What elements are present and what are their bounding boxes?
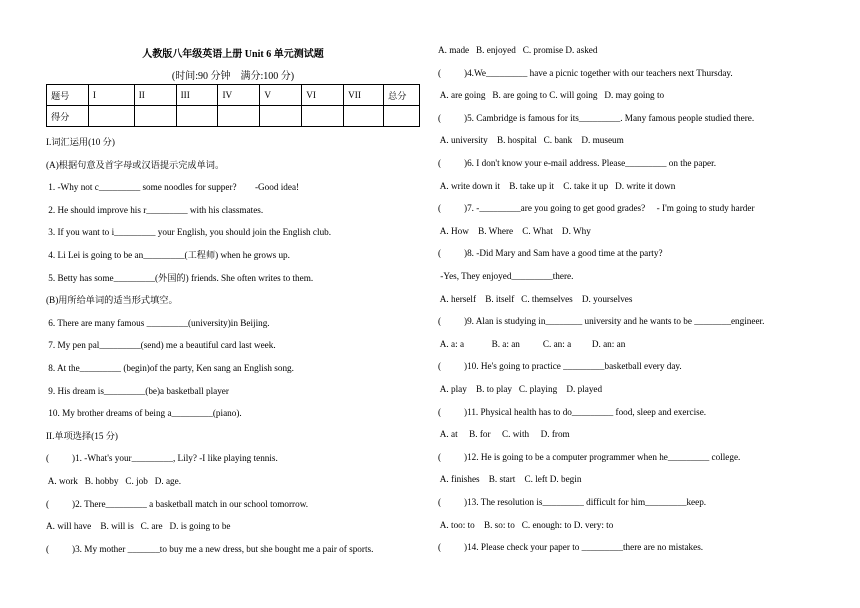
score-table-header-cell: III <box>176 85 218 106</box>
question-line: A. a: a B. a: an C. an: a D. an: an <box>438 338 626 349</box>
question-line: -Yes, They enjoyed_________there. <box>438 271 574 281</box>
score-cell[interactable] <box>88 106 134 127</box>
question-line: ( )5. Cambridge is famous for its_________. Many famous people studied there. <box>438 112 755 123</box>
score-table-header-cell: V <box>260 85 302 106</box>
score-table-header-cell: VI <box>302 85 344 106</box>
question-line: 5. Betty has some_________(外国的) friends. She often writes to them. <box>46 272 314 283</box>
question-line: 10. My brother dreams of being a_________(piano). <box>46 408 242 419</box>
question-line: ( )10. He's going to practice _________basketball every day. <box>438 361 682 372</box>
score-table-row-label: 得分 <box>47 106 89 127</box>
question-line: 8. At the_________ (begin)of the party, Ken sang an English song. <box>46 363 294 373</box>
question-line: A. How B. Where C. What D. Why <box>438 225 591 236</box>
question-line: 4. Li Lei is going to be an_________(工程师) when he grows up. <box>46 250 290 260</box>
question-line: (A)根据句意及首字母或汉语提示完成单词。 <box>46 159 225 170</box>
question-line: A. at B. for C. with D. from <box>438 429 570 440</box>
question-line: ( )6. I don't know your e-mail address. Please_________ on the paper. <box>438 158 716 168</box>
question-line: 3. If you want to i_________ your English, you should join the English club. <box>46 227 332 238</box>
question-line: A. write down it B. take up it C. take it up D. write it down <box>438 180 676 191</box>
question-line: 2. He should improve his r_________ with his classmates. <box>46 204 264 215</box>
score-table-score-row <box>47 106 420 127</box>
question-line: I.词汇运用(10 分) <box>46 137 115 147</box>
score-cell[interactable] <box>260 106 302 127</box>
question-line: (B)用所给单词的适当形式填空。 <box>46 295 178 306</box>
question-line: ( )12. He is going to be a computer programmer when he_________ college. <box>438 451 741 462</box>
question-line: 7. My pen pal_________(send) me a beautiful card last week. <box>46 340 276 351</box>
question-line: A. herself B. itself C. themselves D. yourselves <box>438 293 633 304</box>
score-table-header-cell: II <box>134 85 176 106</box>
score-table-header-cell: VII <box>344 85 384 106</box>
question-line: A. are going B. are going to C. will going D. may going to <box>438 90 665 101</box>
question-line: ( )13. The resolution is_________ difficult for him_________keep. <box>438 497 707 507</box>
question-line: ( )14. Please check your paper to _________there are no mistakes. <box>438 542 704 553</box>
question-line: A. university B. hospital C. bank D. museum <box>438 135 624 146</box>
question-line: ( )8. -Did Mary and Sam have a good time at the party? <box>438 248 663 259</box>
question-line: 6. There are many famous _________(university)in Beijing. <box>46 317 270 328</box>
score-table-header-cell: IV <box>218 85 260 106</box>
question-line: II.单项选择(15 分) <box>46 430 118 441</box>
question-line: ( )11. Physical health has to do_________ food, sleep and exercise. <box>438 406 707 417</box>
question-line: ( )4.We_________ have a picnic together with our teachers next Thursday. <box>438 67 733 78</box>
score-table-header-cell: 题号 <box>47 85 89 106</box>
score-table-header-cell: 总分 <box>384 85 420 106</box>
score-table <box>46 84 420 127</box>
question-line: A. will have B. will is C. are D. is going to be <box>46 521 231 532</box>
score-cell[interactable] <box>218 106 260 127</box>
question-line: ( )3. My mother _______to buy me a new dress, but she bought me a pair of sports. <box>46 543 374 554</box>
score-cell[interactable] <box>384 106 420 127</box>
question-line: A. play B. to play C. playing D. played <box>438 384 603 394</box>
question-line: 1. -Why not c_________ some noodles for supper? -Good idea! <box>46 182 300 193</box>
question-line: A. made B. enjoyed C. promise D. asked <box>438 45 598 55</box>
score-cell[interactable] <box>302 106 344 127</box>
page-title: 人教版八年级英语上册 Unit 6 单元测试题 <box>142 49 324 60</box>
score-cell[interactable] <box>344 106 384 127</box>
score-table-header-cell: I <box>88 85 134 106</box>
question-line: ( )1. -What's your_________, Lily? -I like playing tennis. <box>46 453 278 464</box>
question-line: A. too: to B. so: to C. enough: to D. very: to <box>438 519 614 530</box>
question-line: A. finishes B. start C. left D. begin <box>438 474 582 485</box>
question-line: ( )9. Alan is studying in________ university and he wants to be ________engineer. <box>438 316 765 327</box>
question-line: 9. His dream is_________(be)a basketball player <box>46 385 229 396</box>
score-cell[interactable] <box>134 106 176 127</box>
score-cell[interactable] <box>176 106 218 127</box>
score-table-header-row <box>47 85 420 106</box>
page-subtitle: (时间:90 分钟 满分:100 分) <box>171 71 295 82</box>
question-line: ( )2. There_________ a basketball match in our school tomorrow. <box>46 498 309 509</box>
question-line: A. work B. hobby C. job D. age. <box>46 476 181 486</box>
question-line: ( )7. -_________are you going to get good grades? - I'm going to study harder <box>438 203 755 214</box>
